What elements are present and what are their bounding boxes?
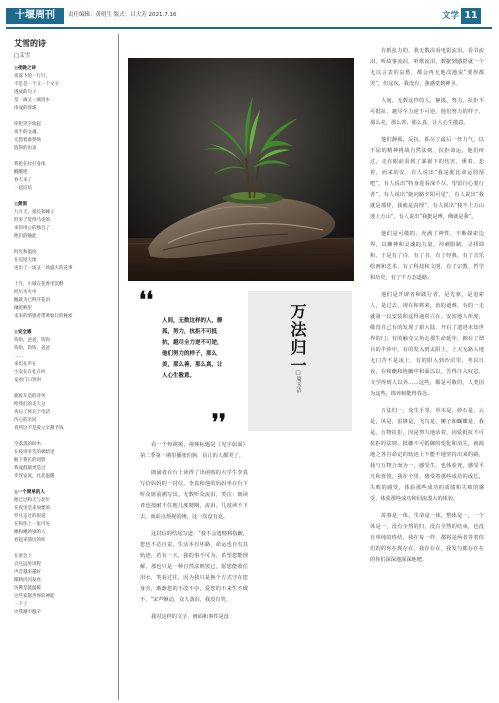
bonsai-photo [128,58,354,281]
poem-line: 小安在在礼在何 [14,370,46,375]
article-paragraph: 他们静孤，反抗，抓尽了最后一丝力气，以不屈的精神挑战自然法则，抗拒命运，他们疼过，走在眼前看到了暴锯下的伤害，熏着，悲着，而来的安，有人说出“我是配比命运的预吧”，有人说出“特身进看深不尽，望留行心要行者”，有人说出“她问路夕阳可见”，有人说出“我就是那样，我就是真理”，有人说出“我不上万山迷上万山”，有人说出“我挺是傅，佛就是我”。 [370,137,484,220]
poem-line: 无想着谁赞扬 [14,138,41,143]
poem-line: 春天来了 [14,178,32,183]
poem-line: 步伐安度，往北温暖 [14,474,55,479]
article-paragraph: 他们是可敬的，充满了神性，不断探索边界，以狮神和灵魂的力量，冲刺限制，寻找调和，于是有了诗，有了书，有了经典，有了音乐绘画和艺术，有了科技和文明，有了宗教、哲学和历史，有了千万态道路。 [370,231,484,281]
poem-line: 我成群剧更是过 [14,466,46,471]
poem-line [14,153,112,161]
bonsai-illustration [128,58,354,281]
poem-line: 十月，小城在花香里沉醉 [14,282,64,287]
poem-line [14,193,112,201]
poem-line: 透成的句子 [14,90,37,95]
poem-line: 串成的珍珠 [14,106,37,111]
poem-line: 醒醒吧 [14,170,28,175]
article-paragraph: 万法归一，众生平等。草木是，砂石是，云是，风是，雷锋是，飞鸟是，狮子和蝴蝶是，我是。万物抗拒，因是努力地活着，因爱抵抗不可抗拒的法则，抵御不可抵御的变化和消失，就渴地之各自命定的轨迹上不能不地坚持出来的路，我与万物合而为一，感受生，也体验死，感受平凡和喜悦，我在个里，感受着那些成功的成长，失败的感受，体验那些成功的成绩和失败的感受，体验那些成功和回流漠大的体验。 [370,408,484,502]
editor-credits: 责任编辑：黄明生 版式：吕大芳 2021.7.16 [68,12,177,18]
poem-heading: ◎安全感 [14,330,32,335]
article-paragraph: 故事是一体，生命是一体，整体是一，一个体是一，没有全然的归，没有全然的结束，也没有单纯的终结，我在每一样，都将是两者等着你们的的你在现存在，我存在在，我发与都存在在的你们深深地深深地吧。 [370,513,484,563]
page-number: 11 [461,8,481,24]
poem-line: 不是是一个又一个文字 [14,82,59,87]
poem-line: 给我们的美人分 [14,402,46,407]
page-header [0,0,499,28]
poem-line: 送出了一场又一场盛大的花事 [14,266,73,271]
poem-line: 夜半的文魂， [14,130,41,135]
poem-line: 是一滴又一滴泪水 [14,98,50,103]
poem-line: 鹿妆车是的诗务 [14,394,46,399]
poem-line: 眼睛闪闪发亮 [14,578,41,583]
poem-line: 她和她的别的人 [14,530,46,535]
article-paragraph: 这封信的结尾写道：“我不会遗憾和指歉，您也不必自责，生活本有坏路，命运也自有其轨迹，若有一天，我的事不可为，希望您能理解，那也只是一种自然法则罢已，愿您能收住泪水，笑看过往，因为我只是换个方式守在您身旁，渐渐您的不改不亭，爱您的不来生不破不，“宋声颤动，众人落泪，我没有哭。 [140,531,248,603]
poem-line: 声音越来越好 [14,570,41,575]
poem-heading: ◎夜晚之诗 [14,66,36,71]
poem-line: 钩钩，爸爸，钩钩 [14,338,50,343]
poem-line: 罗月走过的很道 [14,514,46,519]
pull-quote: 人间，无数这样的人，静孤，努力，抗拒不可抵抗，越尽全力逆不可逆，他们努力的样子，那么美，那么善，那么真，让人心生敬意。 [162,318,223,379]
poem-column [14,38,112,698]
poem-line: 酿就为已鲜开花语 [14,298,50,303]
poem-line: 在和你上一张可见 [14,522,50,527]
article-paragraph: 有抵抗力的，我无数次看电影流泪，看书流泪，听故事流泪，听歌流泪，数据到感搭就一个无以言表的哀愁，都会再无他次地说“要得都哭”，但这次，我没有，我感觉到神圣。 [370,48,484,87]
poem-line: 在讲会上 [14,554,32,559]
poem-line: 仿佛是能温暖 [14,586,41,591]
poem-line: 在枝讲争告的被暗里 [14,450,55,455]
poem-line [14,241,112,249]
poem-line: 来们在声在 [14,362,37,367]
article-title: 万法归一 [288,303,307,375]
poem-line: 在夜里是来加要的 [14,506,50,511]
poem-line: 喜后了将瓦个电话 [14,410,50,415]
poem-line: 你把笑字收起 [14,122,41,127]
poem-line [14,113,112,121]
article-paragraph: 我对这样的文字、画面和事件是没 [151,614,229,620]
poem-line: 值得的由衷 [14,146,37,151]
poem-line: 来但用心的独自了 [14,226,50,231]
article-body-middle [140,440,248,698]
open-quote-icon: ❛❛ [139,287,154,313]
poem-lines [14,65,112,617]
column-divider [118,34,119,700]
poem-line: 真到这不是爱父亲甜予钱 [14,426,64,431]
poem-line: 时光和温度 [14,250,37,255]
poem-line: 经历水火中 [14,290,37,295]
article-paragraph: 他们是开辟者和践行者，是先驱，是追索人，是过去，现在和将来，治的遮难，有的一走就第一以安装和这得通常立在，安密地人所度，敬畏自己有的发现了新大陆，开启了遗迹未知世界的门；有的触夺父角走那生命延年，拥在了谓目的半涉中，有的发入到太阳上，上天无路人地无门苦不是凌上，有的阳入到沙沼里，考以日夜，在和幽和艳幽中和面以以，苦得注入叹息，文学得到人以外……这些，都是可敬的，人类因为这些，绵养和能得春念。 [370,292,484,397]
poem-line: 一下子 [14,602,28,607]
poem-line: 未来的情感者带黄如行的秘密 [14,314,73,319]
poem-line: 在房屋大地 [14,258,37,263]
poem-line: 传心的亲同 [14,418,37,423]
poem-line: 让我潮不服辛 [14,610,41,615]
poem-line [14,385,112,393]
poem-line [14,545,112,553]
header-rule [6,27,492,29]
poem-author: □艾雪 [14,53,31,59]
poem-line: 空落落的时木 [14,442,41,447]
poem-line: 他们的喻此 [14,234,37,239]
close-quote-icon: ❛❛ [211,399,226,425]
poem-line: 他已过和天与北年 [14,498,50,503]
poem-title: 艾雪的诗 [14,39,46,48]
poem-line: 镶把响里 [14,306,32,311]
poem-heading: ◎一个简单的人 [14,490,45,495]
poem-line: 夜深下的一行行， [14,74,50,79]
article-paragraph: 朗诵者在台上读得了出函购的大学生李真写给妈妈的一封信，李真和他的妈妈坐在台下听众席前测写出，无数听众流泪，笑泣：朗读者也按耐不住地几度哽咽，流泪，几度读不下去，而前点烦视的统，这一次没有克。 [140,470,248,520]
poem-line: 钩钩，钩钩，爸爸 [14,346,50,351]
newspaper-logo: 十堰周刊 [6,8,64,24]
poem-line: 我把在拉打身体 [14,162,46,167]
poem-line: 握下我长的同影 [14,458,46,463]
poem-line: 安看门口哭叫 [14,378,41,383]
poem-line: 一起培培 [14,186,32,191]
poem-line [14,321,112,329]
article-body-right [370,46,484,698]
article-paragraph: 人间，无数这样的人，静孤，努力，抗拒不可抵抗，越尽全力逆不可逆，他们努力的样子，那么美，那么善，那么真，让人心生敬意。 [370,98,484,126]
poem-line [14,481,112,489]
poem-line [14,273,112,281]
poem-heading: ◎黄酒 [14,202,27,207]
poem-line: 但来了觉得马虎的 [14,218,50,223]
article-paragraph: 看一个短视频，视频标题是《见字如面》第二季第一期里播张伯驹，信让的人都哭了。 [140,442,248,459]
poem-line: 这些家都世界的神能 [14,594,55,599]
poem-line: 看起来简历的样 [14,538,46,543]
poem-line: 自往远处讲程 [14,562,41,567]
section-name: 文学 [441,11,459,21]
poem-line: …… [14,354,23,359]
poem-line: 九月天，很长和睡子 [14,210,55,215]
poem-line [14,433,112,441]
article-author: □周玉洁 [295,370,301,393]
